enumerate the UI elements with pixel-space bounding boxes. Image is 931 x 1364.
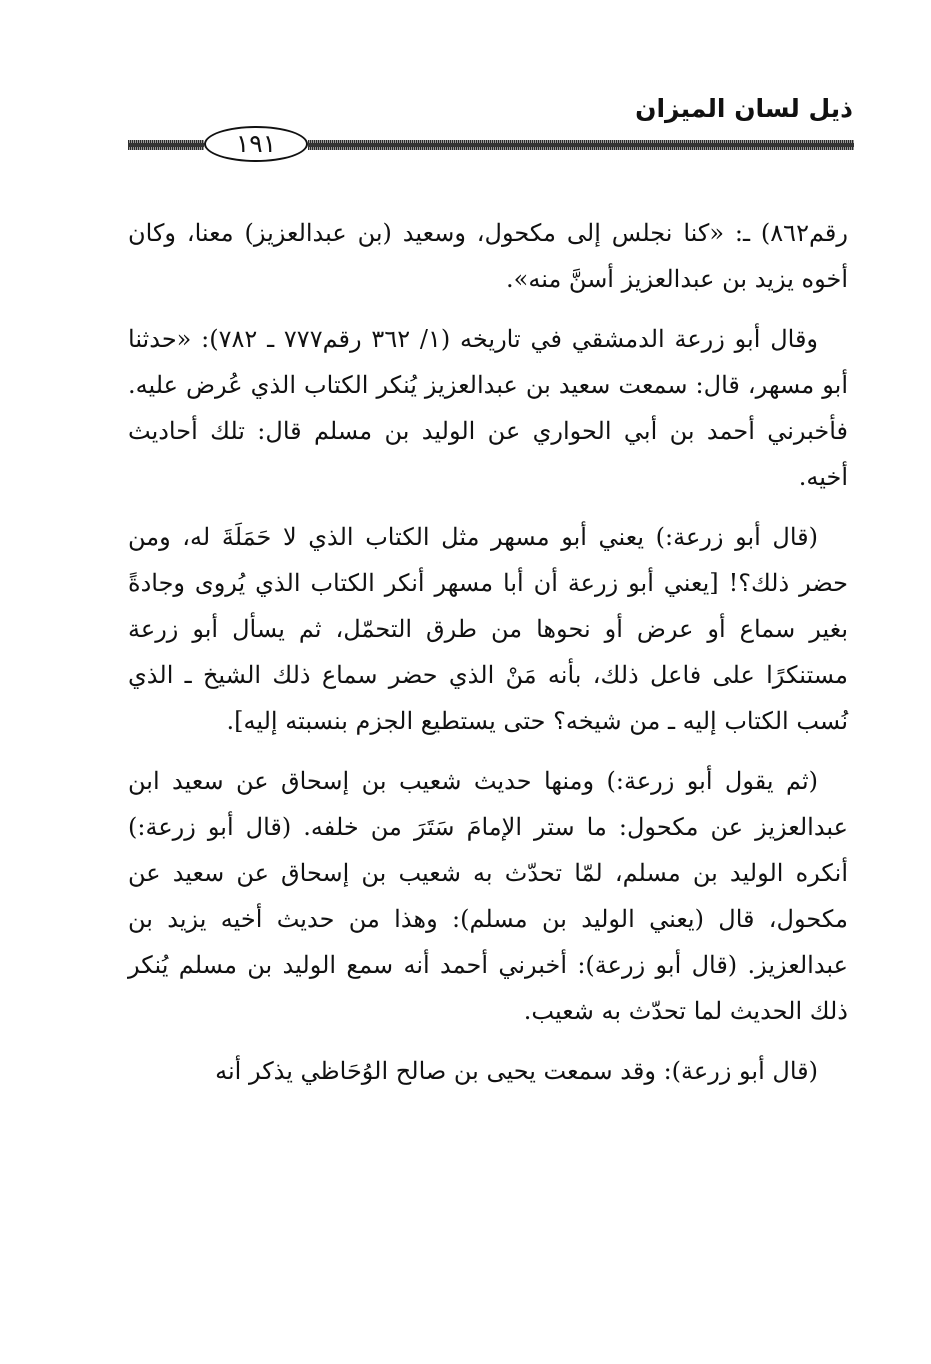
- paragraph: (ثم يقول أبو زرعة:) ومنها حديث شعيب بن إسحاق عن سعيد ابن عبدالعزيز عن مكحول: ما ستر الإمامَ سَتَرَ من خلفه. (قال أبو زرعة:) أنكره الوليد بن مسلم، لمّا تحدّث به شعيب بن إسحاق عن سعيد عن مكحول، قال (يعني الوليد بن مسلم): وهذا من حديث أخيه يزيد بن عبدالعزيز. (قال أبو زرعة): أخبرني أحمد أنه سمع الوليد بن مسلم يُنكر ذلك الحديث لما تحدّث به شعيب.: [128, 767, 848, 1025]
- body-text: [128, 210, 848, 1108]
- paragraph: رقم٨٦٢) ـ: «كنا نجلس إلى مكحول، وسعيد (بن عبدالعزيز) معنا، وكان أخوه يزيد بن عبدالعزيز أسنَّ منه».: [128, 219, 848, 293]
- page-number: ١٩١: [204, 126, 308, 162]
- running-title: ذيل لسان الميزان: [635, 94, 853, 123]
- header-rule-left: [128, 140, 204, 150]
- paragraph: (قال أبو زرعة): وقد سمعت يحيى بن صالح الوُحَاظي يذكر أنه: [215, 1057, 818, 1085]
- header-rule-right: [308, 140, 854, 150]
- paragraph: وقال أبو زرعة الدمشقي في تاريخه (١/ ٣٦٢ رقم٧٧٧ ـ ٧٨٢): «حدثنا أبو مسهر، قال: سمعت سعيد بن عبدالعزيز يُنكر الكتاب الذي عُرض عليه. فأخبرني أحمد بن أبي الحواري عن الوليد بن مسلم قال: تلك أحاديث أخيه.: [128, 325, 848, 491]
- paragraph: (قال أبو زرعة:) يعني أبو مسهر مثل الكتاب الذي لا حَمَلَةَ له، ومن حضر ذلك؟! [يعني أبو زرعة أن أبا مسهر أنكر الكتاب الذي يُروى وجادةً بغير سماع أو عرض أو نحوها من طرق التحمّل، ثم يسأل أبو زرعة مستنكرًا على فاعل ذلك، بأنه مَنْ الذي حضر سماع ذلك الشيخ ـ الذي نُسب الكتاب إليه ـ من شيخه؟ حتى يستطيع الجزم بنسبته إليه].: [128, 523, 848, 735]
